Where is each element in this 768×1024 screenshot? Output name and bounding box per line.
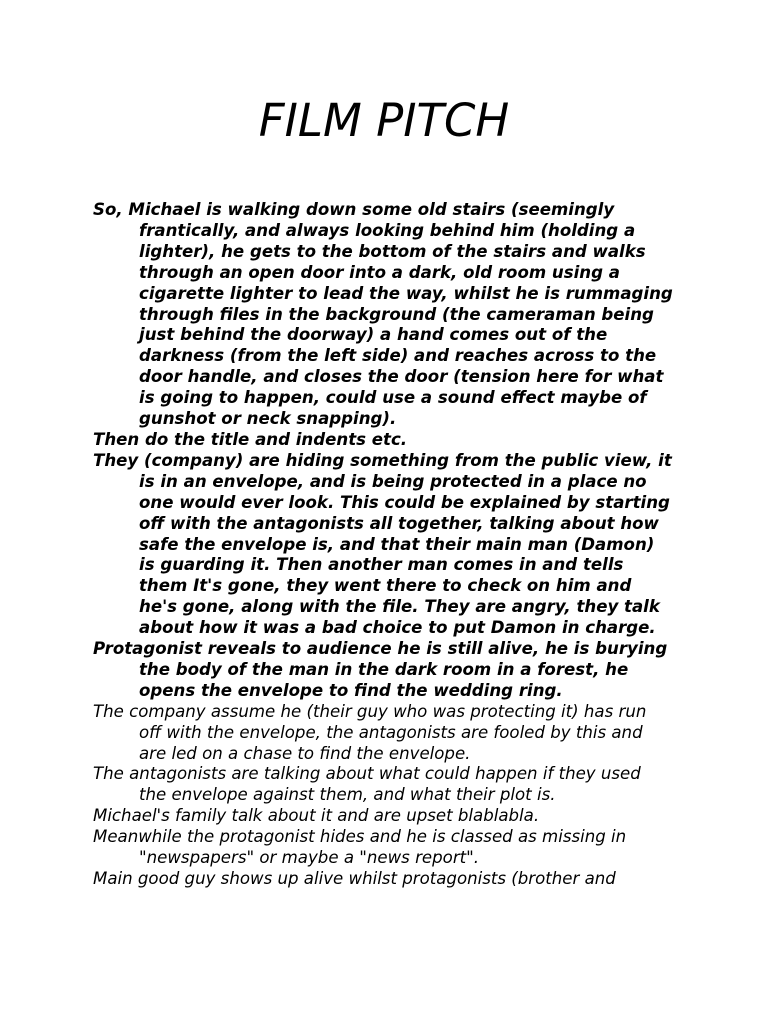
paragraph-protagonist-reveal: Protagonist reveals to audience he is still alive, he is burying the body of the man in the dark room in a forest, he opens the envelope to find the wedding ring. — [93, 639, 668, 700]
paragraph-family-upset: Michael's family talk about it and are upset blablabla. — [93, 806, 540, 826]
paragraph-company-hiding: They (company) are hiding something from the public view, it is in an envelope, and is being protected in a place no one would ever look. This could be explained by starting off with the antagonists all together, talking about how safe the envelope is, and that their main man (Damon) is guarding it. Then another man comes in and tells them It's gone, they went there to check on him and he's gone, along with the file. They are angry, they talk about how it was a bad choice to put Damon in charge. — [93, 450, 672, 638]
paragraph-opening-scene: So, Michael is walking down some old stairs (seemingly frantically, and always looking behind him (holding a lighter), he gets to the bottom of the stairs and walks through an open door into a dark, old room using a cigarette lighter to lead the way, whilst he is rummaging through files in the background (the cameraman being just behind the doorway) a hand comes out of the darkness (from the left side) and reaches across to the door handle, and closes the door (tension here for what is going to happen, could use a sound effect maybe of gunshot or neck snapping). — [93, 200, 673, 429]
paragraph-good-guy-returns: Main good guy shows up alive whilst protagonists (brother and — [93, 869, 616, 888]
paragraph-title-note: Then do the title and indents etc. — [93, 429, 408, 449]
document-title: FILM PITCH — [258, 94, 510, 147]
paragraph-protagonist-hides: Meanwhile the protagonist hides and he is classed as missing in "newspapers" or maybe a "news report". — [93, 827, 627, 868]
document-body — [93, 200, 673, 890]
paragraph-antagonists-plot: The antagonists are talking about what could happen if they used the envelope against them, and what their plot is. — [93, 764, 641, 805]
paragraph-company-assume: The company assume he (their guy who was protecting it) has run off with the envelope, the antagonists are fooled by this and are led on a chase to find the envelope. — [93, 701, 647, 763]
